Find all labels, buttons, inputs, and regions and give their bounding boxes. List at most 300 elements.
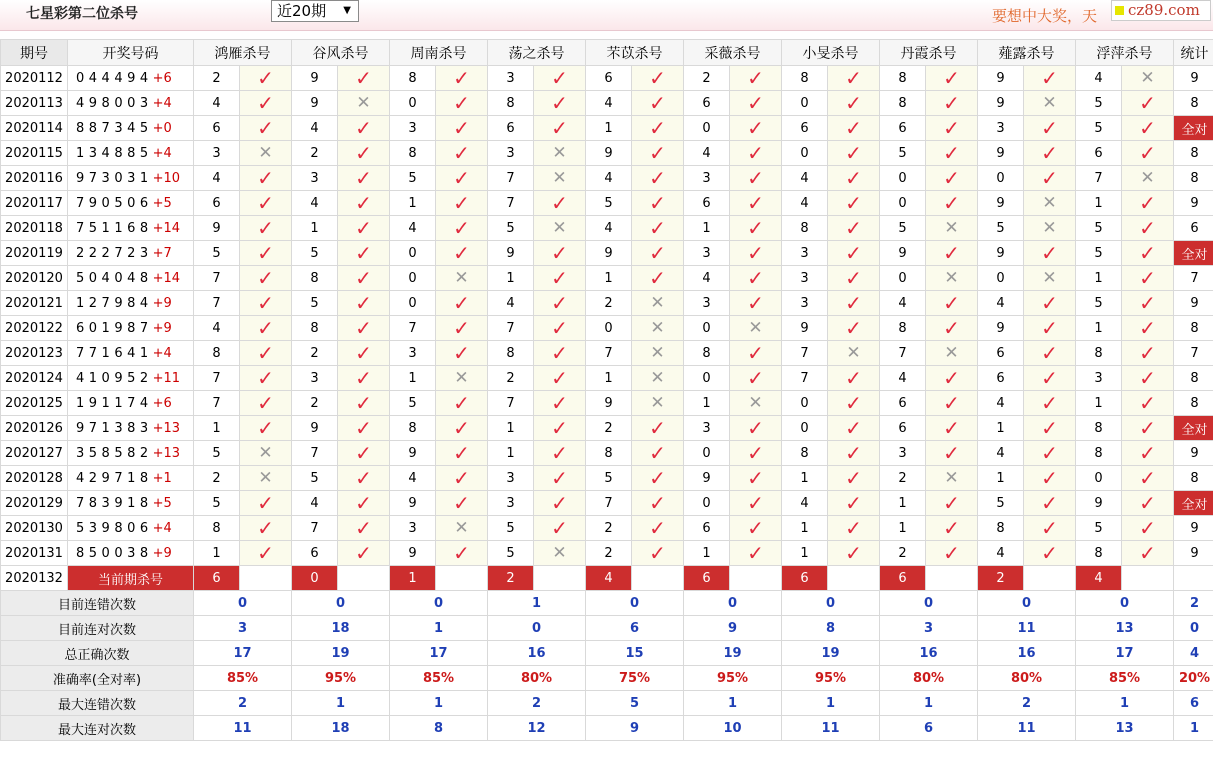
check-icon: ✓ bbox=[845, 390, 862, 415]
result-mark-cell bbox=[436, 291, 488, 316]
kill-number-cell: 4 bbox=[978, 441, 1024, 466]
check-icon: ✓ bbox=[845, 440, 862, 465]
kill-number-cell: 6 bbox=[586, 66, 632, 91]
result-mark-cell bbox=[926, 491, 978, 516]
result-mark-cell bbox=[436, 341, 488, 366]
kill-number-cell: 3 bbox=[488, 141, 534, 166]
result-mark-cell bbox=[632, 166, 684, 191]
check-icon: ✓ bbox=[551, 65, 568, 90]
kill-number-cell: 1 bbox=[194, 416, 240, 441]
result-mark-cell bbox=[338, 141, 390, 166]
period-select[interactable] bbox=[271, 0, 359, 22]
table-row bbox=[1, 191, 1213, 216]
check-icon: ✓ bbox=[649, 165, 666, 190]
result-mark-cell bbox=[1122, 366, 1174, 391]
result-mark-cell bbox=[730, 391, 782, 416]
check-icon: ✓ bbox=[747, 440, 764, 465]
period-cell: 2020114 bbox=[1, 116, 68, 141]
kill-number-cell: 4 bbox=[684, 141, 730, 166]
check-icon: ✓ bbox=[355, 265, 372, 290]
result-mark-cell bbox=[338, 491, 390, 516]
kill-number-cell: 0 bbox=[390, 291, 436, 316]
kill-number-cell: 7 bbox=[292, 441, 338, 466]
check-icon: ✓ bbox=[551, 90, 568, 115]
check-icon: ✓ bbox=[453, 315, 470, 340]
kill-number-cell: 7 bbox=[488, 166, 534, 191]
stat-cell: 全对 bbox=[1174, 416, 1213, 441]
result-mark-cell bbox=[926, 116, 978, 141]
kill-number-cell: 5 bbox=[1076, 216, 1122, 241]
kill-number-cell: 3 bbox=[684, 241, 730, 266]
result-mark-cell bbox=[632, 266, 684, 291]
cross-icon: ✕ bbox=[552, 168, 567, 188]
stats-value: 10 bbox=[684, 716, 782, 741]
check-icon: ✓ bbox=[1041, 340, 1058, 365]
kill-number-cell: 3 bbox=[782, 291, 828, 316]
check-icon: ✓ bbox=[649, 240, 666, 265]
kill-number-cell: 4 bbox=[782, 166, 828, 191]
kill-number-cell: 6 bbox=[194, 116, 240, 141]
stats-value: 11 bbox=[782, 716, 880, 741]
draw-numbers: 973031 bbox=[76, 170, 153, 186]
cross-icon: ✕ bbox=[944, 343, 959, 363]
kill-number-cell: 9 bbox=[488, 241, 534, 266]
check-icon: ✓ bbox=[257, 90, 274, 115]
kill-number-cell: 9 bbox=[978, 66, 1024, 91]
stats-value: 85% bbox=[1076, 666, 1174, 691]
kill-number-cell: 3 bbox=[1076, 366, 1122, 391]
check-icon: ✓ bbox=[355, 140, 372, 165]
result-mark-cell bbox=[828, 316, 880, 341]
check-icon: ✓ bbox=[845, 290, 862, 315]
kill-number-cell: 5 bbox=[586, 466, 632, 491]
check-icon: ✓ bbox=[845, 315, 862, 340]
check-icon: ✓ bbox=[1139, 490, 1156, 515]
result-mark-cell bbox=[926, 291, 978, 316]
check-icon: ✓ bbox=[453, 65, 470, 90]
col-header-expert[interactable]: 丹霞杀号 bbox=[880, 40, 978, 66]
result-mark-cell bbox=[1024, 216, 1076, 241]
result-mark-cell bbox=[240, 241, 292, 266]
draw-numbers: 429718 bbox=[76, 470, 153, 486]
check-icon: ✓ bbox=[453, 190, 470, 215]
kill-number-cell: 1 bbox=[1076, 266, 1122, 291]
result-mark-cell bbox=[1122, 516, 1174, 541]
table-row bbox=[1, 366, 1213, 391]
result-mark-cell bbox=[730, 316, 782, 341]
check-icon: ✓ bbox=[355, 65, 372, 90]
stats-value: 1 bbox=[390, 691, 488, 716]
draw-numbers: 044494 bbox=[76, 70, 153, 86]
result-mark-cell bbox=[730, 266, 782, 291]
check-icon: ✓ bbox=[355, 415, 372, 440]
result-mark-cell bbox=[828, 441, 880, 466]
stats-value: 9 bbox=[586, 716, 684, 741]
kill-number-cell: 6 bbox=[684, 191, 730, 216]
kill-number-cell: 7 bbox=[488, 191, 534, 216]
result-mark-cell bbox=[730, 441, 782, 466]
check-icon: ✓ bbox=[355, 190, 372, 215]
current-kill-number: 6 bbox=[194, 566, 240, 591]
period-cell: 2020119 bbox=[1, 241, 68, 266]
stats-total: 4 bbox=[1174, 641, 1213, 666]
kill-number-cell: 4 bbox=[292, 491, 338, 516]
kill-number-cell: 5 bbox=[488, 216, 534, 241]
site-logo[interactable] bbox=[1111, 0, 1211, 21]
result-mark-cell bbox=[1122, 91, 1174, 116]
result-mark-cell bbox=[436, 366, 488, 391]
result-mark-cell bbox=[1024, 416, 1076, 441]
stat-cell: 9 bbox=[1174, 541, 1213, 566]
check-icon: ✓ bbox=[257, 215, 274, 240]
top-bar bbox=[0, 0, 1213, 31]
result-mark-cell bbox=[828, 191, 880, 216]
kill-number-cell: 5 bbox=[1076, 91, 1122, 116]
kill-number-cell: 6 bbox=[978, 341, 1024, 366]
draw-numbers: 783918 bbox=[76, 495, 153, 511]
kill-number-cell: 3 bbox=[880, 441, 926, 466]
stats-value: 8 bbox=[390, 716, 488, 741]
kill-number-cell: 6 bbox=[1076, 141, 1122, 166]
result-mark-cell bbox=[436, 391, 488, 416]
kill-number-cell: 8 bbox=[880, 316, 926, 341]
kill-number-cell: 0 bbox=[782, 416, 828, 441]
col-header-period: 期号 bbox=[1, 40, 68, 66]
col-header-expert[interactable]: 薤露杀号 bbox=[978, 40, 1076, 66]
check-icon: ✓ bbox=[943, 515, 960, 540]
stat-cell: 7 bbox=[1174, 341, 1213, 366]
col-header-expert[interactable]: 荡之杀号 bbox=[488, 40, 586, 66]
result-mark-cell bbox=[730, 541, 782, 566]
check-icon: ✓ bbox=[943, 190, 960, 215]
check-icon: ✓ bbox=[943, 140, 960, 165]
result-mark-cell bbox=[436, 216, 488, 241]
table-row bbox=[1, 491, 1213, 516]
kill-number-cell: 0 bbox=[782, 141, 828, 166]
check-icon: ✓ bbox=[747, 115, 764, 140]
stats-value: 95% bbox=[684, 666, 782, 691]
result-mark-cell bbox=[632, 541, 684, 566]
col-header-expert[interactable]: 采薇杀号 bbox=[684, 40, 782, 66]
check-icon: ✓ bbox=[1139, 315, 1156, 340]
draw-numbers-cell bbox=[68, 166, 194, 191]
result-mark-cell bbox=[828, 416, 880, 441]
kill-number-cell: 7 bbox=[1076, 166, 1122, 191]
kill-number-cell: 5 bbox=[194, 441, 240, 466]
kill-number-cell: 0 bbox=[684, 116, 730, 141]
cross-icon: ✕ bbox=[258, 468, 273, 488]
kill-number-cell: 4 bbox=[1076, 66, 1122, 91]
cross-icon: ✕ bbox=[258, 143, 273, 163]
stats-value: 19 bbox=[684, 641, 782, 666]
check-icon: ✓ bbox=[355, 465, 372, 490]
kill-number-table bbox=[0, 39, 1213, 741]
period-cell: 2020123 bbox=[1, 341, 68, 366]
result-mark-cell bbox=[632, 291, 684, 316]
kill-number-cell: 7 bbox=[782, 341, 828, 366]
stats-value: 15 bbox=[586, 641, 684, 666]
draw-numbers: 601987 bbox=[76, 320, 153, 336]
kill-number-cell: 9 bbox=[684, 466, 730, 491]
kill-number-cell: 0 bbox=[390, 266, 436, 291]
stats-value: 0 bbox=[194, 591, 292, 616]
result-mark-cell bbox=[534, 116, 586, 141]
logo-square-icon bbox=[1115, 6, 1124, 15]
result-mark-cell bbox=[338, 91, 390, 116]
kill-number-cell: 1 bbox=[1076, 391, 1122, 416]
check-icon: ✓ bbox=[649, 215, 666, 240]
result-mark-cell bbox=[1122, 491, 1174, 516]
result-mark-cell bbox=[338, 116, 390, 141]
kill-number-cell: 7 bbox=[194, 266, 240, 291]
col-header-expert[interactable]: 小旻杀号 bbox=[782, 40, 880, 66]
check-icon: ✓ bbox=[845, 465, 862, 490]
check-icon: ✓ bbox=[943, 540, 960, 565]
kill-number-cell: 4 bbox=[292, 191, 338, 216]
draw-sum: +0 bbox=[152, 120, 172, 136]
cross-icon: ✕ bbox=[944, 468, 959, 488]
result-mark-cell bbox=[338, 416, 390, 441]
check-icon: ✓ bbox=[1041, 515, 1058, 540]
stats-row bbox=[1, 716, 1213, 741]
kill-number-cell: 1 bbox=[978, 466, 1024, 491]
result-mark-cell bbox=[828, 291, 880, 316]
check-icon: ✓ bbox=[355, 340, 372, 365]
stats-value: 95% bbox=[782, 666, 880, 691]
period-cell: 2020117 bbox=[1, 191, 68, 216]
draw-numbers-cell bbox=[68, 416, 194, 441]
stats-value: 1 bbox=[488, 591, 586, 616]
result-mark-cell bbox=[730, 191, 782, 216]
kill-number-cell: 1 bbox=[488, 266, 534, 291]
check-icon: ✓ bbox=[747, 215, 764, 240]
check-icon: ✓ bbox=[1139, 540, 1156, 565]
result-mark-cell bbox=[534, 316, 586, 341]
result-mark-cell bbox=[828, 541, 880, 566]
check-icon: ✓ bbox=[551, 340, 568, 365]
promo-slogan[interactable]: 要想中大奖，天 bbox=[992, 7, 1098, 25]
kill-number-cell: 7 bbox=[292, 516, 338, 541]
col-header-expert[interactable]: 周南杀号 bbox=[390, 40, 488, 66]
kill-number-cell: 4 bbox=[782, 191, 828, 216]
kill-number-cell: 1 bbox=[782, 516, 828, 541]
result-mark-cell bbox=[240, 341, 292, 366]
table-row bbox=[1, 141, 1213, 166]
stats-row bbox=[1, 666, 1213, 691]
check-icon: ✓ bbox=[1139, 265, 1156, 290]
kill-number-cell: 4 bbox=[194, 316, 240, 341]
kill-number-cell: 5 bbox=[390, 166, 436, 191]
cross-icon: ✕ bbox=[454, 368, 469, 388]
result-mark-cell bbox=[632, 491, 684, 516]
col-header-expert[interactable]: 鸿雁杀号 bbox=[194, 40, 292, 66]
check-icon: ✓ bbox=[257, 65, 274, 90]
result-mark-cell bbox=[926, 541, 978, 566]
result-mark-cell bbox=[828, 91, 880, 116]
result-mark-cell bbox=[338, 441, 390, 466]
stats-value: 85% bbox=[390, 666, 488, 691]
draw-numbers-cell bbox=[68, 516, 194, 541]
draw-sum: +4 bbox=[152, 95, 172, 111]
check-icon: ✓ bbox=[551, 390, 568, 415]
period-cell: 2020115 bbox=[1, 141, 68, 166]
result-mark-cell bbox=[1122, 116, 1174, 141]
kill-number-cell: 6 bbox=[880, 416, 926, 441]
stats-value: 13 bbox=[1076, 716, 1174, 741]
check-icon: ✓ bbox=[943, 440, 960, 465]
kill-number-cell: 1 bbox=[880, 491, 926, 516]
draw-sum: +6 bbox=[152, 395, 172, 411]
kill-number-cell: 3 bbox=[684, 416, 730, 441]
check-icon: ✓ bbox=[943, 240, 960, 265]
draw-sum: +9 bbox=[152, 320, 172, 336]
kill-number-cell: 8 bbox=[782, 66, 828, 91]
kill-number-cell: 5 bbox=[586, 191, 632, 216]
stats-value: 1 bbox=[880, 691, 978, 716]
check-icon: ✓ bbox=[649, 415, 666, 440]
result-mark-cell bbox=[1024, 391, 1076, 416]
check-icon: ✓ bbox=[1139, 415, 1156, 440]
cross-icon: ✕ bbox=[846, 343, 861, 363]
result-mark-cell bbox=[534, 366, 586, 391]
period-cell: 2020124 bbox=[1, 366, 68, 391]
result-mark-cell bbox=[240, 366, 292, 391]
kill-number-cell: 3 bbox=[390, 516, 436, 541]
kill-number-cell: 6 bbox=[684, 91, 730, 116]
check-icon: ✓ bbox=[1041, 390, 1058, 415]
kill-number-cell: 8 bbox=[1076, 441, 1122, 466]
stats-value: 0 bbox=[488, 616, 586, 641]
draw-numbers-cell bbox=[68, 491, 194, 516]
check-icon: ✓ bbox=[1041, 290, 1058, 315]
result-mark-cell bbox=[1122, 241, 1174, 266]
kill-number-cell: 0 bbox=[586, 316, 632, 341]
result-mark-cell bbox=[1122, 191, 1174, 216]
stats-value: 80% bbox=[978, 666, 1076, 691]
check-icon: ✓ bbox=[1139, 190, 1156, 215]
kill-number-cell: 2 bbox=[292, 391, 338, 416]
stats-value: 1 bbox=[782, 691, 880, 716]
result-mark-cell bbox=[436, 116, 488, 141]
result-mark-cell bbox=[534, 416, 586, 441]
kill-number-cell: 6 bbox=[978, 366, 1024, 391]
period-cell: 2020131 bbox=[1, 541, 68, 566]
result-mark-cell bbox=[1024, 491, 1076, 516]
check-icon: ✓ bbox=[943, 315, 960, 340]
check-icon: ✓ bbox=[1139, 340, 1156, 365]
kill-number-cell: 9 bbox=[390, 441, 436, 466]
kill-number-cell: 4 bbox=[978, 541, 1024, 566]
kill-number-cell: 3 bbox=[292, 166, 338, 191]
table-row bbox=[1, 91, 1213, 116]
cross-icon: ✕ bbox=[552, 143, 567, 163]
kill-number-cell: 6 bbox=[684, 516, 730, 541]
result-mark-cell bbox=[828, 141, 880, 166]
result-mark-cell bbox=[338, 366, 390, 391]
stats-value: 0 bbox=[880, 591, 978, 616]
draw-numbers: 127984 bbox=[76, 295, 153, 311]
result-mark-cell bbox=[1024, 166, 1076, 191]
result-mark-cell bbox=[730, 116, 782, 141]
kill-number-cell: 8 bbox=[292, 316, 338, 341]
check-icon: ✓ bbox=[453, 415, 470, 440]
kill-number-cell: 0 bbox=[1076, 466, 1122, 491]
check-icon: ✓ bbox=[453, 90, 470, 115]
draw-sum: +13 bbox=[152, 445, 181, 461]
kill-number-cell: 6 bbox=[880, 391, 926, 416]
kill-number-cell: 1 bbox=[684, 541, 730, 566]
kill-number-cell: 9 bbox=[390, 491, 436, 516]
check-icon: ✓ bbox=[747, 340, 764, 365]
result-mark-cell bbox=[240, 66, 292, 91]
draw-numbers: 850038 bbox=[76, 545, 153, 561]
kill-number-cell: 9 bbox=[782, 316, 828, 341]
result-mark-cell bbox=[534, 266, 586, 291]
period-select-value: 近20期 bbox=[277, 2, 327, 20]
kill-number-cell: 1 bbox=[684, 216, 730, 241]
kill-number-cell: 9 bbox=[978, 241, 1024, 266]
result-mark-cell bbox=[1024, 191, 1076, 216]
stats-value: 0 bbox=[292, 591, 390, 616]
draw-sum: +4 bbox=[152, 345, 172, 361]
col-header-expert[interactable]: 浮萍杀号 bbox=[1076, 40, 1174, 66]
current-kill-number: 4 bbox=[1076, 566, 1122, 591]
draw-sum: +6 bbox=[152, 70, 172, 86]
result-mark-cell bbox=[1122, 166, 1174, 191]
check-icon: ✓ bbox=[453, 340, 470, 365]
result-mark-cell bbox=[240, 141, 292, 166]
stat-cell: 7 bbox=[1174, 266, 1213, 291]
current-kill-number: 6 bbox=[782, 566, 828, 591]
stats-value: 3 bbox=[194, 616, 292, 641]
result-mark-cell bbox=[1024, 66, 1076, 91]
check-icon: ✓ bbox=[551, 265, 568, 290]
check-icon: ✓ bbox=[257, 265, 274, 290]
result-mark-cell bbox=[1024, 141, 1076, 166]
kill-number-cell: 5 bbox=[292, 291, 338, 316]
kill-number-cell: 3 bbox=[488, 466, 534, 491]
current-kill-blank bbox=[534, 566, 586, 591]
stat-cell: 9 bbox=[1174, 66, 1213, 91]
kill-number-cell: 0 bbox=[684, 441, 730, 466]
kill-number-cell: 0 bbox=[684, 491, 730, 516]
check-icon: ✓ bbox=[1139, 215, 1156, 240]
stat-cell: 全对 bbox=[1174, 116, 1213, 141]
check-icon: ✓ bbox=[845, 515, 862, 540]
table-row bbox=[1, 341, 1213, 366]
current-kill-blank bbox=[828, 566, 880, 591]
kill-number-cell: 0 bbox=[390, 91, 436, 116]
cross-icon: ✕ bbox=[650, 343, 665, 363]
kill-number-cell: 1 bbox=[586, 366, 632, 391]
current-kill-blank bbox=[240, 566, 292, 591]
kill-number-cell: 3 bbox=[782, 266, 828, 291]
kill-number-cell: 8 bbox=[880, 66, 926, 91]
result-mark-cell bbox=[534, 166, 586, 191]
col-header-expert[interactable]: 谷风杀号 bbox=[292, 40, 390, 66]
stat-cell: 8 bbox=[1174, 466, 1213, 491]
kill-number-cell: 0 bbox=[880, 191, 926, 216]
result-mark-cell bbox=[436, 91, 488, 116]
draw-sum: +5 bbox=[152, 495, 172, 511]
kill-number-cell: 0 bbox=[880, 266, 926, 291]
result-mark-cell bbox=[338, 316, 390, 341]
result-mark-cell bbox=[926, 516, 978, 541]
cross-icon: ✕ bbox=[552, 543, 567, 563]
col-header-expert[interactable]: 芣苡杀号 bbox=[586, 40, 684, 66]
result-mark-cell bbox=[1024, 466, 1076, 491]
draw-numbers-cell bbox=[68, 391, 194, 416]
